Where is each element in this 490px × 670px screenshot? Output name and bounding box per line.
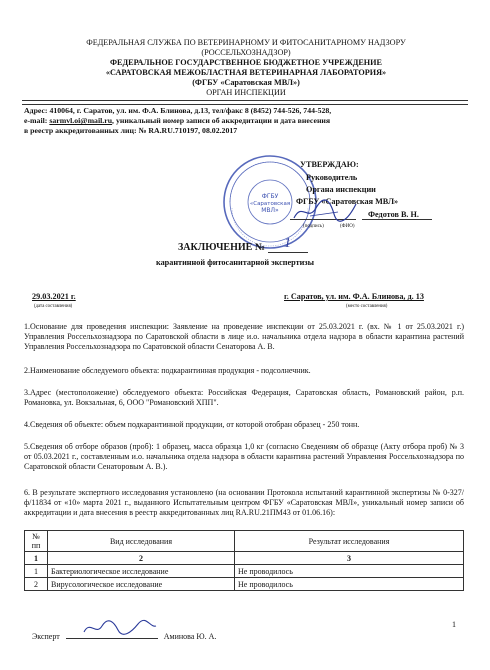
address-block	[24, 106, 464, 136]
agency-name: ФЕДЕРАЛЬНАЯ СЛУЖБА ПО ВЕТЕРИНАРНОМУ И ФИТОСАНИТАРНОМУ НАДЗОРУ	[86, 38, 406, 47]
institution-abbrev: (ФГБУ «Саратовская МВЛ»)	[192, 78, 300, 87]
col-number-1: 1	[25, 552, 48, 565]
row-study-type: Бактериологическое исследование	[48, 565, 235, 578]
table-row	[25, 565, 464, 578]
col-number-2: 2	[48, 552, 235, 565]
seal-text-1: ФГБУ	[261, 193, 279, 200]
place-caption: (место составления)	[346, 304, 388, 309]
seal-text-2: «Саратовская	[249, 201, 291, 207]
email-link[interactable]: sarmvl.oi@mail.ru	[49, 116, 113, 125]
table-row	[25, 578, 464, 591]
header-cell-type: Вид исследования	[48, 531, 235, 552]
seal-text-3: МВЛ»	[261, 207, 279, 214]
institution-name: «САРАТОВСКАЯ МЕЖОБЛАСТНАЯ ВЕТЕРИНАРНАЯ ЛАБОРАТОРИЯ»	[105, 68, 387, 77]
row-number: 2	[25, 578, 48, 591]
fio-line	[362, 219, 432, 220]
row-study-type: Вирусологическое исследование	[48, 578, 235, 591]
approval-organization: ФГБУ «Саратовская МВЛ»	[296, 197, 399, 206]
paragraph-basis: 1.Основание для проведения инспекции: Заявление на проведение инспекции от 25.03.2021 г. (вх. № 1 от 25.03.2021 г.) Управления Россельхознадзора по Саратовской области в лице и.о. начальника отдела надзора в области карантина растений Управления Россельхознадзора по Саратовской области Сенаторова А. В.	[24, 322, 464, 352]
header-cell-number: № пп	[25, 531, 48, 552]
issue-place: г. Саратов, ул. им. Ф.А. Блинова, д. 13	[284, 292, 424, 301]
row-result: Не проводилось	[235, 565, 464, 578]
table-header-row	[25, 531, 464, 552]
conclusion-number: 1	[284, 236, 291, 251]
email-line	[24, 116, 464, 126]
registry-line: в реестр аккредитованных лиц: № RA.RU.710197, 08.02.2017	[24, 126, 238, 135]
expert-label: Эксперт	[32, 632, 60, 641]
conclusion-number-line	[268, 252, 308, 253]
paragraph-object-name: 2.Наименование обследуемого объекта: подкарантинная продукция - подсолнечник.	[24, 366, 311, 375]
address-line: Адрес: 410064, г. Саратов, ул. им. Ф.А. Блинова, д.13, тел/факс 8 (8452) 744-526, 744-528,	[24, 106, 332, 115]
approval-title: УТВЕРЖДАЮ:	[300, 160, 359, 169]
paragraph-sampling: 5.Сведения об отборе образов (проб): 1 образец, масса образца 1,0 кг (согласно Сведениям об образце (Акту отбора проб) № 3 от 05.03.2021 г., составленным и.о. начальника отдела надзора в области карантина растений Управления Россельхознадзора по Саратовской области Сенаторовым А. В.).	[24, 442, 464, 472]
page-number: 1	[452, 620, 456, 629]
paragraph-results: 6. В результате экспертного исследования установлено (на основании Протокола испытаний карантинной экспертизы № 0-327/ф/11834 от «10» марта 2021 г., выданного Испытательным центром ФГБУ «Саратовская МВЛ», уникальный номер записи об аккредитации и дата внесения в реестр аккредитованных лиц RA.RU.21ПМ43 от 01.06.16):	[24, 488, 464, 518]
row-result: Не проводилось	[235, 578, 464, 591]
conclusion-subtitle: карантинной фитосанитарной экспертизы	[156, 258, 314, 267]
date-caption: (дата составления)	[34, 304, 73, 309]
fio-caption: (ФИО)	[340, 224, 355, 229]
approver-name: Федотов В. Н.	[368, 210, 419, 219]
header-cell-result: Результат исследования	[235, 531, 464, 552]
table-column-number-row	[25, 552, 464, 565]
issue-date: 29.03.2021 г.	[32, 292, 76, 301]
signature-caption: (подпись)	[303, 224, 324, 229]
header-divider	[22, 100, 468, 105]
approval-role: Руководитель	[306, 173, 358, 182]
agency-abbrev: (РОССЕЛЬХОЗНАДЗОР)	[201, 48, 291, 57]
row-number: 1	[25, 565, 48, 578]
institution-type: ФЕДЕРАЛЬНОЕ ГОСУДАРСТВЕННОЕ БЮДЖЕТНОЕ УЧРЕЖДЕНИЕ	[109, 58, 382, 67]
paragraph-object-info: 4.Сведения об объекте: объем подкарантинной продукции, от которой отобран образец - 250 тонн.	[24, 420, 360, 429]
conclusion-title: ЗАКЛЮЧЕНИЕ №	[178, 242, 265, 253]
email-prefix: e-mail:	[24, 116, 50, 125]
approver-signature	[290, 196, 360, 226]
approval-role-2: Органа инспекции	[306, 185, 376, 194]
expert-signature	[80, 618, 160, 638]
results-table	[24, 530, 464, 591]
accreditation-text: , уникальный номер записи об аккредитации и дата внесения	[112, 116, 331, 125]
expert-name: Аминова Ю. А.	[163, 632, 217, 641]
inspection-body: ОРГАН ИНСПЕКЦИИ	[206, 88, 286, 97]
col-number-3: 3	[235, 552, 464, 565]
paragraph-address: 3.Адрес (местоположение) обследуемого объекта: Российская Федерация, Саратовская область, Романовский район, р.п. Романовка, ул. Вокзальная, 6, ООО "Романовский ХПП".	[24, 388, 464, 408]
